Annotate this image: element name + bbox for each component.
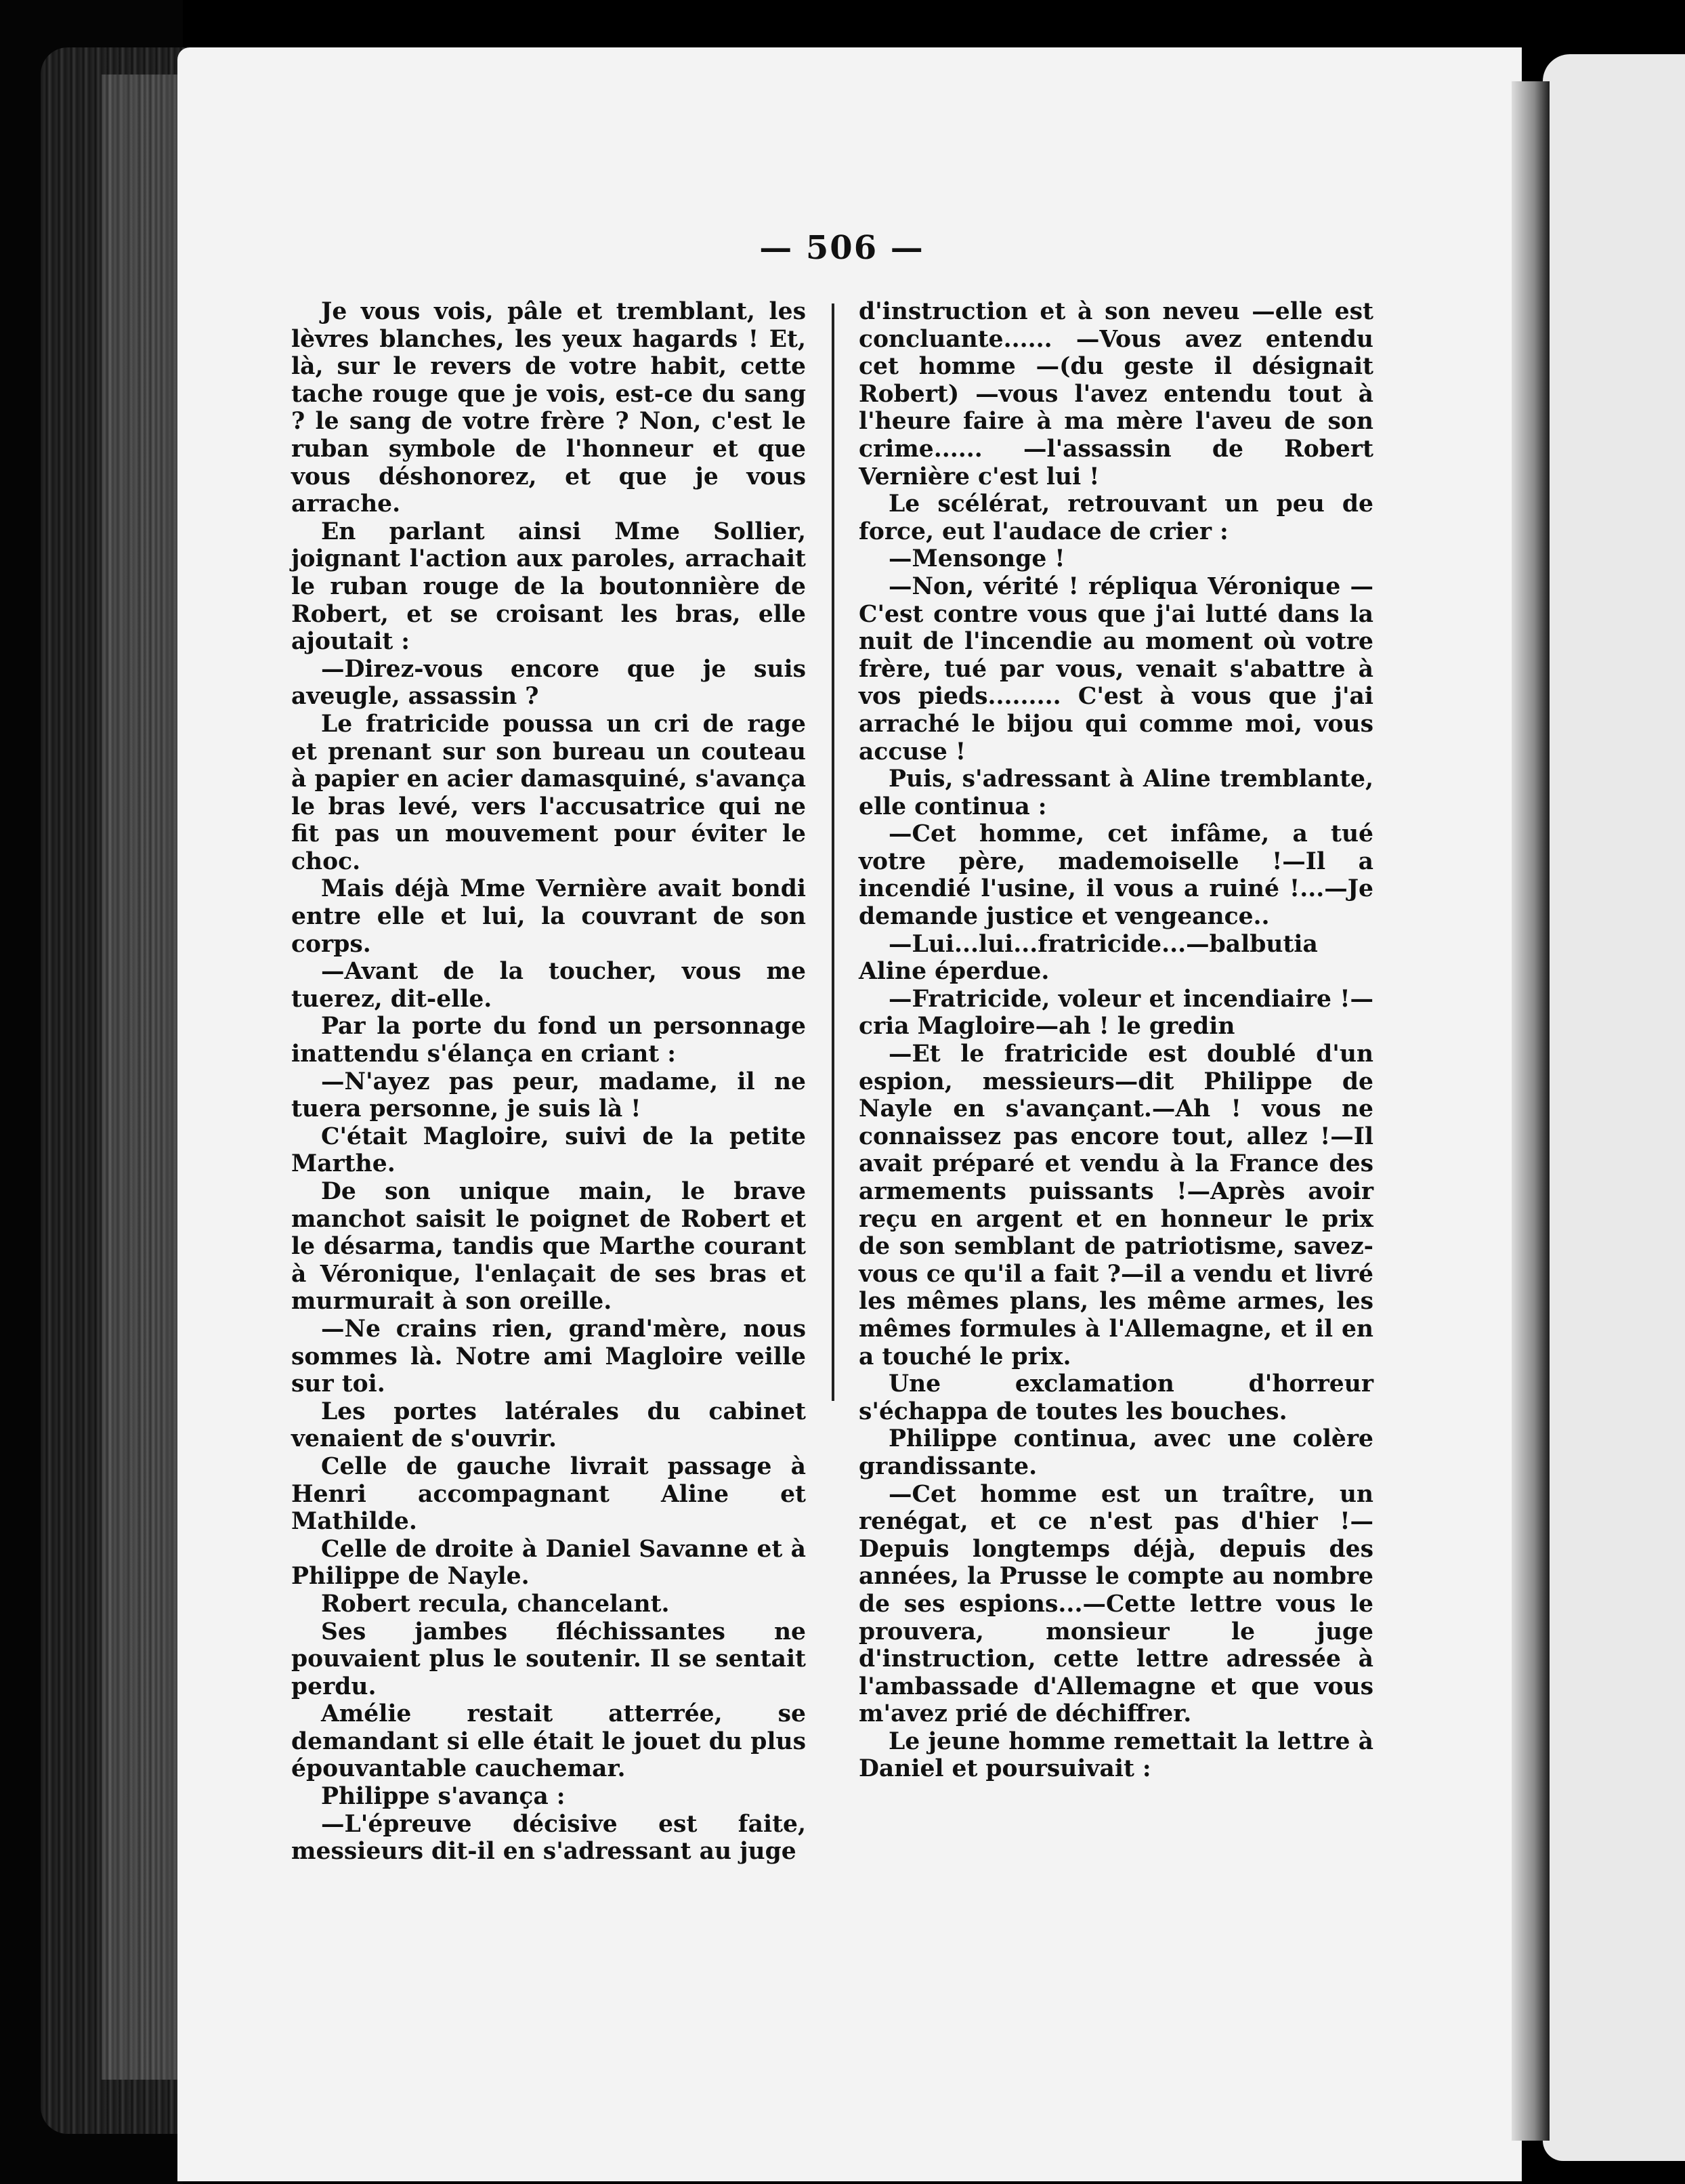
page-number: — 506 — [759, 229, 924, 267]
paragraph: Puis, s'adressant à Aline tremblante, elle continua : [859, 765, 1373, 820]
paragraph: Ses jambes fléchissantes ne pouvaient plus le soutenir. Il se sentait perdu. [291, 1618, 806, 1700]
paragraph: —Lui...lui...fratricide...—balbutia Aline éperdue. [859, 930, 1318, 986]
paragraph: Une exclamation d'horreur s'échappa de toutes les bouches. [859, 1370, 1373, 1425]
paragraph: En parlant ainsi Mme Sollier, joignant l'action aux paroles, arrachait le ruban rouge de la boutonnière de Robert, et se croisant les bras, elle ajoutait : [291, 518, 806, 656]
paragraph: C'était Magloire, suivi de la petite Marthe. [291, 1122, 806, 1178]
paragraph: —N'ayez pas peur, madame, il ne tuera personne, je suis là ! [291, 1068, 806, 1123]
page-edges-inner [102, 75, 183, 2080]
paragraph: —Non, vérité ! répliqua Véronique —C'est contre vous que j'ai lutté dans la nuit de l'incendie au moment où votre frère, tué par vous, venait s'abattre à vos pieds......... C'est à vous que j'ai arraché le bijou qui comme moi, vous accuse ! [859, 572, 1373, 765]
paragraph: —Cet homme est un traître, un renégat, et ce n'est pas d'hier !—Depuis longtemps déjà, depuis des années, la Prusse le compte au nombre de ses espions...—Cette lettre vous le prouvera, monsieur le juge d'instruction, cette lettre adressée à l'ambassade d'Allemagne et que vous m'avez prié de déchiffrer. [859, 1480, 1373, 1728]
paragraph: —Cet homme, cet infâme, a tué votre père, mademoiselle !—Il a incendié l'usine, il vous a ruiné !...—Je demande justice et vengeance.. [859, 820, 1373, 931]
paragraph: —Et le fratricide est doublé d'un espion, messieurs—dit Philippe de Nayle en s'avançant.—Ah ! vous ne connaissez pas encore tout, allez !—Il avait préparé et vendu à la France des armements puissants !—Après avoir reçu en argent et en honneur le prix de son semblant de patriotisme, savez-vous ce qu'il a fait ?—il a vendu et livré les mêmes plans, les même armes, les mêmes formules à l'Allemagne, et il en a touché le prix. [859, 1041, 1373, 1370]
paragraph: Celle de gauche livrait passage à Henri accompagnant Aline et Mathilde. [291, 1452, 806, 1536]
gutter-shadow [1512, 81, 1550, 2141]
paragraph: Le jeune homme remettait la lettre à Daniel et poursuivait : [859, 1727, 1373, 1783]
paragraph: De son unique main, le brave manchot saisit le poignet de Robert et le désarma, tandis que Marthe courant à Véronique, l'enlaçait de ses bras et murmurait à son oreille. [291, 1178, 806, 1316]
paragraph: Philippe continua, avec une colère grandissante. [859, 1425, 1373, 1480]
paragraph: Le scélérat, retrouvant un peu de force, eut l'audace de crier : [859, 490, 1373, 545]
paragraph: Par la porte du fond un personnage inattendu s'élança en criant : [291, 1013, 806, 1068]
column-divider [832, 303, 834, 1401]
paragraph: Celle de droite à Daniel Savanne et à Philippe de Nayle. [291, 1535, 806, 1591]
paragraph: Robert recula, chancelant. [321, 1590, 670, 1618]
left-column [291, 298, 806, 1866]
next-page-edge [1543, 54, 1685, 2161]
paragraph: Je vous vois, pâle et tremblant, les lèvres blanches, les yeux hagards ! Et, là, sur le revers de votre habit, cette tache rouge que je vois, est-ce du sang ? le sang de votre frère ? Non, c'est le ruban symbole de l'honneur et que vous déshonorez, et que je vous arrache. [291, 298, 806, 518]
paragraph: —L'épreuve décisive est faite, messieurs dit-il en s'adressant au juge [291, 1810, 806, 1866]
paragraph: Amélie restait atterrée, se demandant si elle était le jouet du plus épouvantable cauchemar. [291, 1700, 806, 1783]
paragraph: —Mensonge ! [889, 545, 1065, 573]
paragraph: Les portes latérales du cabinet venaient de s'ouvrir. [291, 1398, 806, 1453]
paragraph: d'instruction et à son neveu —elle est concluante...... —Vous avez entendu cet homme —(du geste il désignait Robert) —vous l'avez entendu tout à l'heure faire à ma mère l'aveu de son crime...... —l'assassin de Robert Vernière c'est lui ! [859, 298, 1373, 490]
paragraph: Philippe s'avança : [321, 1783, 566, 1811]
paragraph: —Direz-vous encore que je suis aveugle, assassin ? [291, 655, 806, 711]
paragraph: —Fratricide, voleur et incendiaire !—cria Magloire—ah ! le gredin [859, 985, 1373, 1041]
right-column [859, 298, 1373, 1783]
paragraph: Mais déjà Mme Vernière avait bondi entre elle et lui, la couvrant de son corps. [291, 875, 806, 958]
paragraph: —Ne crains rien, grand'mère, nous sommes là. Notre ami Magloire veille sur toi. [291, 1315, 806, 1398]
paragraph: —Avant de la toucher, vous me tuerez, dit-elle. [291, 958, 806, 1013]
paragraph: Le fratricide poussa un cri de rage et prenant sur son bureau un couteau à papier en acier damasquiné, s'avança le bras levé, vers l'accusatrice qui ne fit pas un mouvement pour éviter le choc. [291, 710, 806, 875]
